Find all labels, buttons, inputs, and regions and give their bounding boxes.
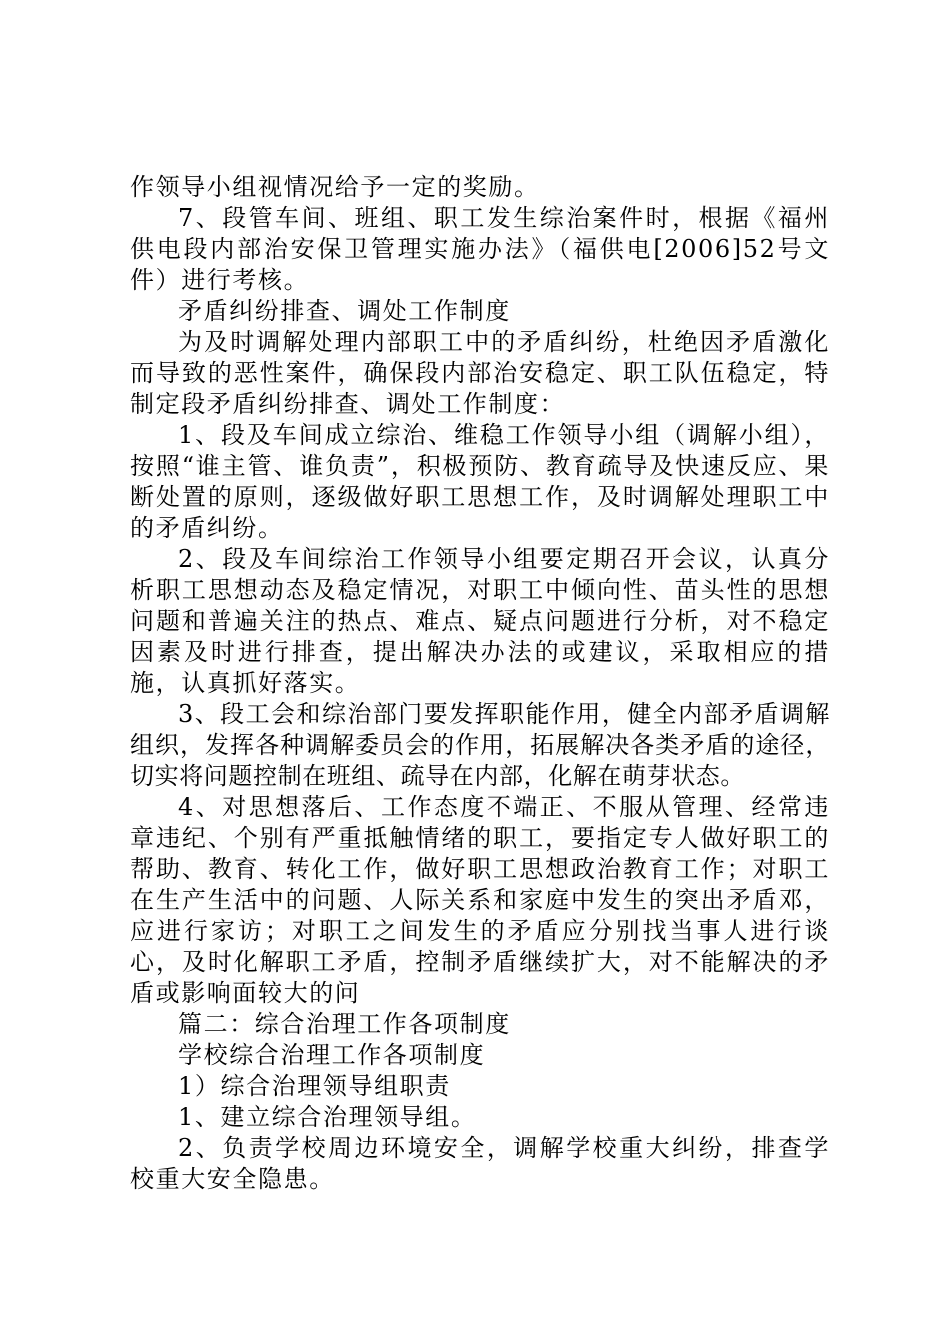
- section-title-dispute: 矛盾纠纷排查、调处工作制度: [178, 297, 511, 325]
- paragraph-item-2: 2、段及车间综治工作领导小组要定期召开会议，认真分析职工思想动态及稳定情况，对职工中倾向性、苗头性的思想问题和普遍关注的热点、难点、疑点问题进行分析，对不稳定因素及时进行排查，提出解决办法的或建议，采取相应的措施，认真抓好落实。: [130, 545, 830, 697]
- paragraph-item-7: 7、段管车间、班组、职工发生综治案件时，根据《福州供电段内部治安保卫管理实施办法》（福供电[2006]52号文件）进行考核。: [130, 204, 830, 294]
- document-body: [130, 172, 830, 1195]
- paragraph-continuation: 作领导小组视情况给予一定的奖励。: [130, 173, 540, 201]
- paragraph-item-3: 3、段工会和综治部门要发挥职能作用，健全内部矛盾调解组织，发挥各种调解委员会的作用，拓展解决各类矛盾的途径，切实将问题控制在班组、疏导在内部，化解在萌芽状态。: [130, 700, 830, 790]
- paragraph-school-item-2: 2、负责学校周边环境安全，调解学校重大纠纷，排查学校重大安全隐患。: [130, 1134, 830, 1193]
- paragraph-school-item-1: 1、建立综合治理领导组。: [178, 1103, 477, 1131]
- section-title-school: 学校综合治理工作各项制度: [178, 1041, 486, 1069]
- subsection-title-leadership: 1）综合治理领导组职责: [178, 1072, 451, 1100]
- paragraph-item-1: 1、段及车间成立综治、维稳工作领导小组（调解小组），按照“谁主管、谁负责”，积极预防、教育疏导及快速反应、果断处置的原则，逐级做好职工思想工作，及时调解处理职工中的矛盾纠纷。: [130, 421, 830, 542]
- paragraph-dispute-intro: 为及时调解处理内部职工中的矛盾纠纷，杜绝因矛盾激化而导致的恶性案件，确保段内部治安稳定、职工队伍稳定，特制定段矛盾纠纷排查、调处工作制度：: [130, 328, 830, 418]
- chapter-heading-part-two: 篇二：综合治理工作各项制度: [178, 1010, 511, 1038]
- paragraph-item-4: 4、对思想落后、工作态度不端正、不服从管理、经常违章违纪、个别有严重抵触情绪的职工，要指定专人做好职工的帮助、教育、转化工作，做好职工思想政治教育工作；对职工在生产生活中的问题、人际关系和家庭中发生的突出矛盾邓，应进行家访；对职工之间发生的矛盾应分别找当事人进行谈心，及时化解职工矛盾，控制矛盾继续扩大，对不能解决的矛盾或影响面较大的问: [130, 793, 830, 1007]
